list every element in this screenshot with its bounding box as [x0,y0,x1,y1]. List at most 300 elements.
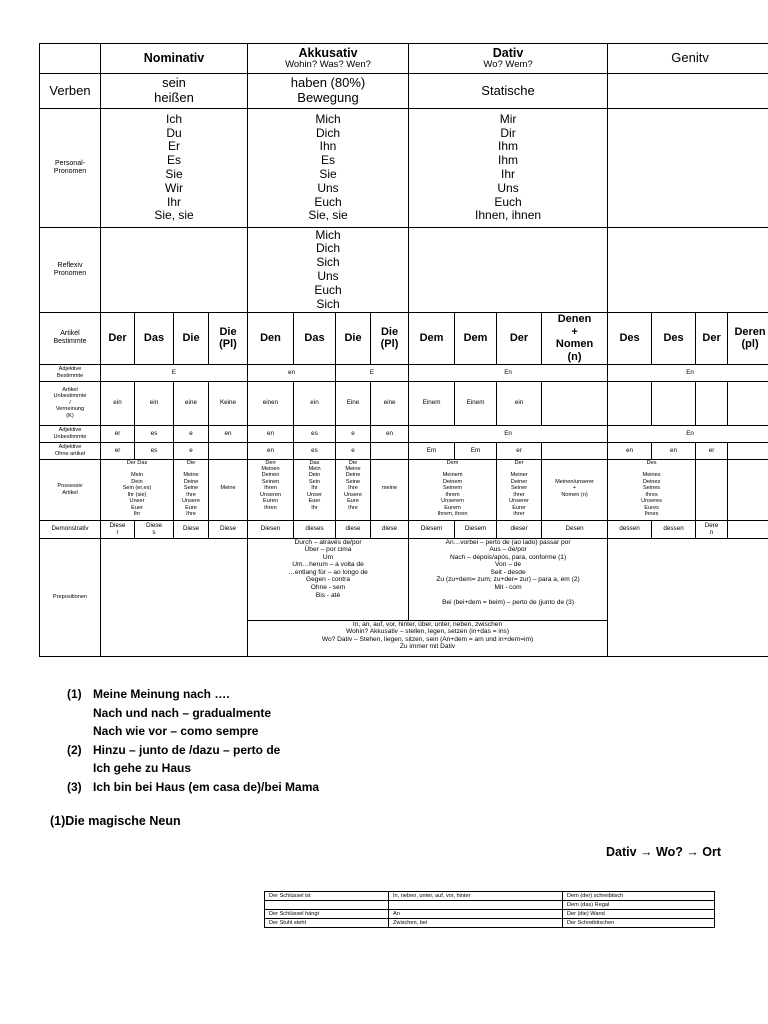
table-cell [209,442,248,459]
table-cell [371,520,409,538]
text-line: Dich [316,241,341,256]
text-line: Pronomen [53,168,87,175]
note-text: Meine Meinung nach …. [93,687,230,701]
text-line: Eurer [512,504,526,511]
text-line: Dem [446,459,459,466]
dativ-question: Wo? Wem? [483,59,533,71]
text-line: Unseres [641,498,662,505]
table-cell [135,381,174,425]
cell-text: en [626,446,634,454]
table-cell [336,520,371,538]
table-cell [542,459,608,520]
akkusativ-question: Wohin? Was? Wen? [285,59,371,71]
table-cell [455,442,497,459]
text-line: / [69,399,71,406]
table-cell [248,442,294,459]
example-row [265,892,715,901]
text-line: Ihnes [644,510,659,517]
personal-row [40,109,768,228]
text-line: Meiner [510,472,528,479]
cell-text: e [351,446,355,454]
text-line: Ihnen, ihnen [475,208,542,223]
table-cell [101,313,135,365]
cell-text: Der [108,331,127,344]
table-cell [174,459,209,520]
text-line: ihren [264,504,277,511]
note-item [67,741,319,760]
text-line: haben (80%) [290,75,366,91]
cell-text: E [171,368,177,376]
text-line: Ihm [498,153,519,168]
text-line: Sie [165,167,183,181]
text-line: Ihrer [513,491,525,498]
cell-text: Em [470,446,481,454]
note-item [67,722,319,741]
table-cell [101,520,135,538]
table-cell [652,442,696,459]
text-line: Sich [316,255,340,270]
cell-text: Die (Pl) [219,325,237,351]
table-cell [336,364,409,381]
table-cell [101,425,135,442]
cell-text: Diesen [260,525,281,533]
text-line: Ihr [133,510,141,517]
row-label [40,442,101,459]
cell-text: En [686,429,694,437]
text-line: Personal- [55,159,85,167]
cell-text: En [504,368,512,376]
text-line: Durch – através de/por [294,538,362,546]
table-cell [248,459,294,520]
header-row [40,44,768,74]
table-cell [696,459,728,520]
cell-text: dieser [510,525,528,533]
cell-text: En [686,368,694,376]
table-cell [608,364,768,381]
example-cell: Der (die) Wand [563,910,715,919]
text-line: Seinem [443,485,463,492]
cell-text: en [266,429,274,437]
dativ-header [409,44,608,74]
table-cell [608,520,652,538]
text-line: Ihr [311,504,318,511]
cell-text: ein [514,399,524,407]
row-label [40,459,101,520]
example-row [265,910,715,919]
text-line: Es [166,153,181,168]
example-table [264,891,715,928]
note-item [67,685,319,704]
note-item [67,778,319,797]
table-cell [174,442,209,459]
text-line: Euch [314,282,342,297]
table-cell [101,538,248,656]
text-line: Meine [183,472,199,479]
genitiv-header [608,44,768,74]
cell-text: es [150,429,158,437]
example-cell: Dem (der) schreibtisch [563,892,715,901]
text-line: Bestimmte [56,372,84,379]
text-line: Mich [315,111,341,126]
table-cell [371,459,409,520]
example-cell: An [389,910,563,919]
table-cell [135,313,174,365]
text-line [409,592,607,600]
cell-text: Desen [565,525,584,533]
cell-text: en [386,429,394,437]
note-number: (3) [67,779,82,794]
note-number: (1) [67,687,82,701]
table-cell [248,538,409,620]
cell-text: ein [149,399,159,407]
table-cell [294,459,336,520]
nominativ-header [101,44,248,74]
table-cell [209,459,248,520]
text-line: Eurem [444,504,461,511]
cell-text: Denen + Nomen (n) [555,313,594,363]
cell-text: Diesem [420,525,443,533]
example-row [265,901,715,910]
reflexiv-row [40,228,768,313]
table-cell [248,74,409,109]
text-line: Deinem [442,478,463,485]
cell-text: en [224,429,232,437]
table-cell [336,459,371,520]
text-line: Ihr [501,167,516,181]
table-cell [248,620,608,656]
text-line: Mir [499,111,517,126]
text-line: Unserer [509,498,529,505]
table-cell [497,520,542,538]
example-cell: Der Stuhl steht [265,919,389,928]
text-line: Ohne artikel [54,450,86,457]
text-line: Eure [347,498,359,505]
table-cell [409,74,608,109]
text-line: Über – por cima [304,546,352,554]
text-line: Unser [307,491,322,498]
cell-text: Die [182,331,200,344]
text-line: sein [162,75,186,91]
text-line: meine [381,485,398,492]
cell-text: es [311,429,318,437]
table-cell [294,381,336,425]
text-line: Nomen (n) [561,491,588,498]
table-cell [174,425,209,442]
table-cell [248,228,409,313]
artikel-row [40,313,768,365]
text-line: Seine [345,478,361,485]
cell-text: Dem [419,331,444,344]
text-line: Unbestimmte [53,433,87,440]
cell-text: er [114,446,121,454]
row-label [40,538,101,656]
row-label [40,520,101,538]
text-line: Sein [308,478,321,485]
table-cell [608,538,768,656]
example-row [265,919,715,928]
table-cell [455,520,497,538]
table-cell [608,442,652,459]
text-line: Den [265,459,276,466]
table-cell [101,381,135,425]
table-cell [294,313,336,365]
cell-text: einen [262,399,279,407]
table-cell [728,520,768,538]
table-cell [608,459,696,520]
text-line: Adjektive [58,366,82,373]
table-cell [652,520,696,538]
cell-text: dessen [619,525,640,533]
text-line: Der Das [126,459,148,466]
cell-text: en [266,446,274,454]
table-cell [101,228,248,313]
cell-text: dessen [663,525,684,533]
genitiv-title: Genitv [671,50,709,66]
cell-text: Einem [422,399,441,407]
text-line: Unbestimmte [53,393,87,400]
cell-text: er [708,446,715,454]
row-label [40,364,101,381]
cell-text: ein [113,399,122,407]
cell-text: Diese s [145,521,163,537]
text-line: ihrer [513,510,525,517]
text-line: Dich [316,125,341,140]
text-line: Dein [308,472,321,479]
text-line: Die [348,459,358,466]
table-cell [728,313,768,365]
cell-text: es [311,446,318,454]
table-cell [336,313,371,365]
text-line: Um [322,553,334,561]
magic-nine-heading: (1)Die magische Neun [50,814,181,828]
cell-text: e [351,429,355,437]
text-line: Ihrem, ihren [437,510,468,517]
text-line: Uns [497,180,519,195]
text-line: Meine [220,485,236,492]
text-line: Mich [315,227,341,242]
cell-text: Diese [219,525,237,533]
table-cell [409,538,608,620]
text-line: Uns [317,180,339,195]
cell-text: Die [344,331,362,344]
cell-text: eine [383,399,396,407]
table-cell [608,381,652,425]
akkusativ-header [248,44,409,74]
text-line: Meine [345,465,361,472]
adj-bestimmte-row [40,364,768,381]
table-cell [371,442,409,459]
text-line: Ihre [348,485,358,492]
row-label [40,381,101,425]
table-cell [174,313,209,365]
example-cell: Der Schreibtischen [563,919,715,928]
cell-text: Eine [346,399,360,407]
example-cell: Der Schlüssel hängt [265,910,389,919]
table-cell [371,313,409,365]
table-cell [542,313,608,365]
text-line: Euch [494,194,522,209]
cell-text: Em [426,446,437,454]
table-cell [497,442,542,459]
table-cell [542,520,608,538]
text-line: Ihre [348,504,358,511]
cell-text: es [150,446,158,454]
note-item [67,704,319,723]
table-cell [608,228,768,313]
demonstrativ-row [40,520,768,538]
text-line: Nach – depois/após, para, conforme (1) [449,553,567,561]
table-cell [101,459,174,520]
cell-text: Diese r [109,521,126,537]
table-cell [135,520,174,538]
text-line: Ich [165,111,182,126]
table-cell [209,313,248,365]
akkusativ-title: Akkusativ [298,45,358,60]
text-line: Um…herum – a volta de [292,561,364,569]
text-line: Wo? Dativ – Stehen, liegen, sitzen, sein (An+dem = am und in+dem=im) [321,635,534,643]
table-cell [696,381,728,425]
table-cell [248,109,409,228]
text-line: Ihre [186,491,196,498]
cell-text: e [189,429,193,437]
text-line: Deiner [510,478,528,485]
cell-text: diese [345,525,361,533]
table-cell [248,381,294,425]
table-cell [652,381,696,425]
text-line: Euch [314,194,342,209]
grammar-table [39,43,768,657]
table-cell [209,520,248,538]
cell-text: Diese [182,525,200,533]
text-line: (K) [66,412,74,419]
text-line: Die [186,459,196,466]
table-cell [497,459,542,520]
table-cell [608,313,652,365]
table-cell [409,381,455,425]
text-line: + [572,485,577,492]
text-line: Seinen [261,478,280,485]
text-line: Deine [345,472,361,479]
text-line: Mit - com [494,584,522,592]
table-cell [409,520,455,538]
text-line: Mein [308,465,321,472]
note-text: Ich bin bei Haus (em casa de)/bei Mama [93,779,320,794]
text-line: Mein [130,472,144,479]
text-line: Deinen [261,472,280,479]
table-cell [371,425,409,442]
text-line: Ihr [166,194,181,209]
cell-text: er [114,429,121,437]
text-line: In, an, auf, vor, hinter, über, unter, neben, zwischen [352,620,503,628]
text-line: Unser [129,498,145,505]
table-cell [294,520,336,538]
table-cell [728,381,768,425]
table-cell [652,313,696,365]
cell-text: Das [143,331,165,344]
table-cell [696,313,728,365]
text-line: Verneinung [55,406,85,413]
text-line: Ihr (sie) [127,491,147,498]
text-line: Ihm [498,139,519,154]
text-line: Von – de [495,561,522,569]
text-line: Unsere [181,498,201,505]
table-cell [248,520,294,538]
text-line: Ihrem [445,491,460,498]
table-cell [209,425,248,442]
cell-text: Diesem [464,525,487,533]
text-line: Unsere [343,491,363,498]
cell-text: Deren (pl) [734,325,766,351]
cell-text: Einem [466,399,485,407]
text-line: Ihre [186,510,196,517]
table-cell [135,425,174,442]
table-cell [409,425,608,442]
table-cell [248,425,294,442]
table-cell [135,442,174,459]
example-cell [389,901,563,910]
cell-text: eine [185,399,197,407]
note-text: Nach wie vor – como sempre [93,724,259,739]
cell-text: Das [304,331,325,344]
text-line: Ihr [311,485,318,492]
dativ-title: Dativ [492,45,524,60]
text-line: Sich [316,296,340,311]
note-text: Nach und nach – gradualmente [93,705,272,720]
text-line: Euer [308,498,321,505]
cell-text: Prepositionen [52,593,88,600]
table-cell [248,313,294,365]
example-cell: Der Schlüssel ist [265,892,389,901]
text-line: Unseren [259,491,282,498]
row-label [40,228,101,313]
text-line: Aus – de/por [489,546,527,554]
cell-text: Demonstrativ [51,525,89,533]
praepositionen-row [40,538,768,620]
table-cell [101,442,135,459]
nominativ-title: Nominativ [143,51,205,66]
text-line: Sie, sie [154,208,194,223]
text-line: Seiner [510,485,528,492]
cell-text: Die (Pl) [380,325,399,351]
text-line: Artikel [60,330,80,338]
table-cell [336,442,371,459]
text-line: Sie, sie [308,208,348,223]
table-cell [608,109,768,228]
table-cell [608,74,768,109]
cell-text: Der [702,331,721,344]
cell-text: Keine [219,399,237,407]
text-line: Sein (er,es) [122,485,152,492]
example-cell: In, neben, unter, auf, vor, hinter [389,892,563,901]
text-line: Euren [263,498,278,505]
table-cell [40,44,101,74]
text-line: Ihren [264,485,277,492]
text-line: Er [168,139,180,154]
text-line: Deine [183,478,199,485]
text-line: Ihres [645,491,658,498]
cell-text: er [516,446,522,454]
example-cell: Dem (das) Regal [563,901,715,910]
cell-text: E [369,368,375,376]
table-cell [294,442,336,459]
text-line: Zu (zu+dem= zum; zu+der= zur) – para a, em (2) [436,576,580,584]
text-line: Der [514,459,524,466]
cell-text: Des [619,331,640,344]
table-cell [371,381,409,425]
table-cell [409,459,497,520]
table-cell [728,442,768,459]
text-line: Bewegung [297,90,359,105]
